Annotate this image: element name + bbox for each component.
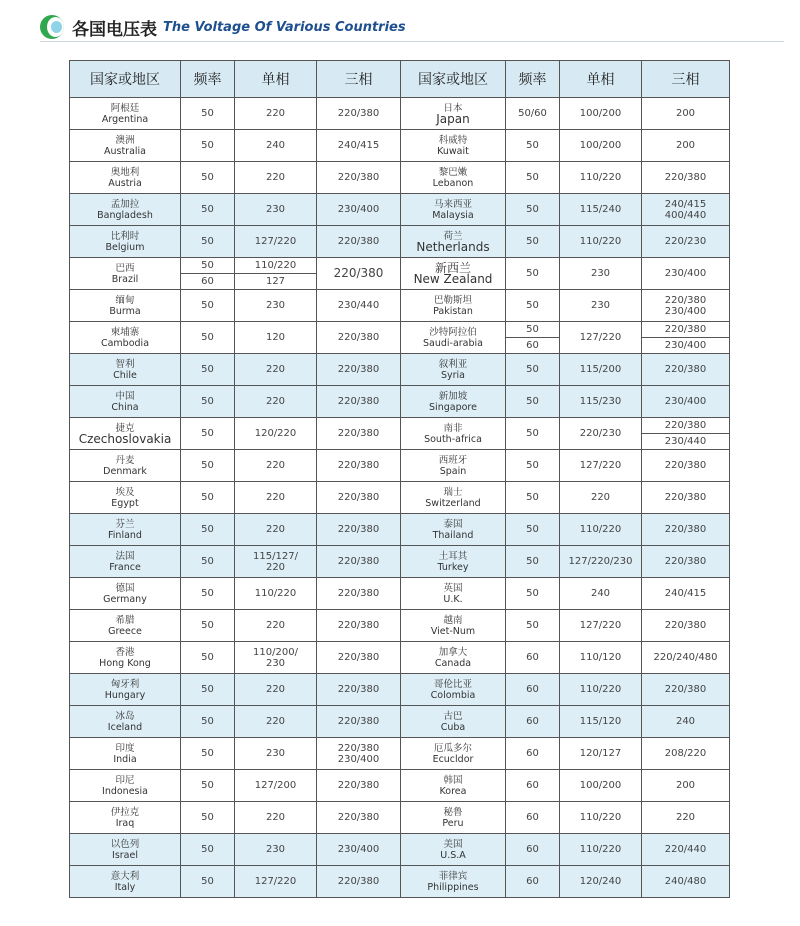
three-phase-cell: 220/380: [642, 674, 730, 706]
frequency-cell: 50: [506, 130, 560, 162]
single-phase-cell: 230: [235, 290, 317, 322]
title-chinese: 各国电压表: [72, 19, 157, 40]
column-header: 频率: [181, 61, 235, 98]
frequency-cell: 50: [506, 226, 560, 258]
table-row: [70, 162, 730, 194]
three-phase-cell: 220/380 230/400: [317, 738, 401, 770]
country-cell: 冰岛 Iceland: [70, 706, 181, 738]
frequency-cell: 50: [181, 322, 235, 354]
single-phase-cell: 110/220: [235, 258, 317, 274]
column-header: 单相: [235, 61, 317, 98]
three-phase-cell: 220/380: [317, 514, 401, 546]
table-row: [70, 770, 730, 802]
country-cell: 西班牙 Spain: [401, 450, 506, 482]
three-phase-cell: 220/380: [317, 386, 401, 418]
country-cell: 中国 China: [70, 386, 181, 418]
single-phase-cell: 110/220: [560, 226, 642, 258]
frequency-cell: 60: [506, 338, 560, 354]
frequency-cell: 50: [181, 386, 235, 418]
frequency-cell: 50: [181, 194, 235, 226]
single-phase-cell: 240: [560, 578, 642, 610]
country-cell: 越南 Viet-Num: [401, 610, 506, 642]
three-phase-cell: 230/440: [642, 434, 730, 450]
three-phase-cell: 230/440: [317, 290, 401, 322]
single-phase-cell: 115/127/ 220: [235, 546, 317, 578]
country-cell: 新加坡 Singapore: [401, 386, 506, 418]
table-row: [70, 802, 730, 834]
single-phase-cell: 220: [235, 386, 317, 418]
three-phase-cell: 220/380: [317, 642, 401, 674]
three-phase-cell: 220/380: [317, 162, 401, 194]
single-phase-cell: 220: [235, 706, 317, 738]
three-phase-cell: 200: [642, 130, 730, 162]
single-phase-cell: 220: [235, 514, 317, 546]
table-row: [70, 322, 730, 338]
column-header: 单相: [560, 61, 642, 98]
three-phase-cell: 220/380: [642, 514, 730, 546]
column-header: 频率: [506, 61, 560, 98]
page-header: [40, 14, 406, 40]
frequency-cell: 50: [506, 450, 560, 482]
three-phase-cell: 240/415: [317, 130, 401, 162]
single-phase-cell: 230: [560, 290, 642, 322]
country-cell: 沙特阿拉伯 Saudi-arabia: [401, 322, 506, 354]
country-cell: 菲律宾 Philippines: [401, 866, 506, 898]
single-phase-cell: 220: [235, 162, 317, 194]
table-row: [70, 450, 730, 482]
frequency-cell: 50: [506, 354, 560, 386]
single-phase-cell: 100/200: [560, 98, 642, 130]
single-phase-cell: 127/220: [560, 322, 642, 354]
country-cell: 匈牙利 Hungary: [70, 674, 181, 706]
frequency-cell: 50: [181, 226, 235, 258]
single-phase-cell: 110/220: [560, 162, 642, 194]
column-header: 三相: [642, 61, 730, 98]
frequency-cell: 50: [181, 834, 235, 866]
frequency-cell: 50: [181, 290, 235, 322]
frequency-cell: 50: [181, 546, 235, 578]
country-cell: 日本 Japan: [401, 98, 506, 130]
three-phase-cell: 220/380: [642, 322, 730, 338]
three-phase-cell: 230/400: [317, 834, 401, 866]
single-phase-cell: 127: [235, 274, 317, 290]
frequency-cell: 50: [506, 514, 560, 546]
single-phase-cell: 230: [560, 258, 642, 290]
table-row: [70, 226, 730, 258]
country-cell: 土耳其 Turkey: [401, 546, 506, 578]
frequency-cell: 50: [181, 642, 235, 674]
table-row: [70, 194, 730, 226]
three-phase-cell: 220/380: [317, 866, 401, 898]
single-phase-cell: 220: [235, 610, 317, 642]
country-cell: 马来西亚 Malaysia: [401, 194, 506, 226]
country-cell: 孟加拉 Bangladesh: [70, 194, 181, 226]
frequency-cell: 50: [506, 418, 560, 450]
country-cell: 黎巴嫩 Lebanon: [401, 162, 506, 194]
single-phase-cell: 220: [235, 482, 317, 514]
frequency-cell: 50: [181, 354, 235, 386]
single-phase-cell: 230: [235, 194, 317, 226]
single-phase-cell: 110/120: [560, 642, 642, 674]
single-phase-cell: 220: [235, 98, 317, 130]
table-row: [70, 610, 730, 642]
country-cell: 阿根廷 Argentina: [70, 98, 181, 130]
country-cell: 奥地利 Austria: [70, 162, 181, 194]
three-phase-cell: 220/230: [642, 226, 730, 258]
table-row: [70, 866, 730, 898]
country-cell: 德国 Germany: [70, 578, 181, 610]
single-phase-cell: 115/240: [560, 194, 642, 226]
column-header: 国家或地区: [70, 61, 181, 98]
country-cell: 澳洲 Australia: [70, 130, 181, 162]
three-phase-cell: 220/380: [317, 802, 401, 834]
country-cell: 巴勒斯坦 Pakistan: [401, 290, 506, 322]
table-row: [70, 354, 730, 386]
table-row: [70, 130, 730, 162]
country-cell: 荷兰 Netherlands: [401, 226, 506, 258]
frequency-cell: 50: [181, 258, 235, 274]
table-header-row: [70, 61, 730, 98]
three-phase-cell: 230/400: [642, 386, 730, 418]
three-phase-cell: 230/400: [317, 194, 401, 226]
frequency-cell: 60: [506, 802, 560, 834]
three-phase-cell: 220/380: [642, 450, 730, 482]
single-phase-cell: 110/220: [560, 674, 642, 706]
single-phase-cell: 127/200: [235, 770, 317, 802]
country-cell: 英国 U.K.: [401, 578, 506, 610]
single-phase-cell: 110/200/ 230: [235, 642, 317, 674]
country-cell: 意大利 Italy: [70, 866, 181, 898]
frequency-cell: 50: [181, 514, 235, 546]
country-cell: 新西兰 New Zealand: [401, 258, 506, 290]
frequency-cell: 50: [506, 386, 560, 418]
column-header: 国家或地区: [401, 61, 506, 98]
country-cell: 伊拉克 Iraq: [70, 802, 181, 834]
three-phase-cell: 220/380: [642, 354, 730, 386]
three-phase-cell: 230/400: [642, 258, 730, 290]
frequency-cell: 50: [181, 738, 235, 770]
table-row: [70, 290, 730, 322]
single-phase-cell: 127/220/230: [560, 546, 642, 578]
single-phase-cell: 100/200: [560, 130, 642, 162]
table-row: [70, 834, 730, 866]
three-phase-cell: 220/380: [317, 770, 401, 802]
three-phase-cell: 220/380: [317, 418, 401, 450]
three-phase-cell: 220/380 230/400: [642, 290, 730, 322]
single-phase-cell: 115/230: [560, 386, 642, 418]
single-phase-cell: 127/220: [560, 610, 642, 642]
three-phase-cell: 220/380: [317, 258, 401, 290]
single-phase-cell: 220/230: [560, 418, 642, 450]
three-phase-cell: 220/240/480: [642, 642, 730, 674]
three-phase-cell: 220/380: [642, 482, 730, 514]
frequency-cell: 60: [181, 274, 235, 290]
single-phase-cell: 127/220: [235, 226, 317, 258]
frequency-cell: 50: [506, 482, 560, 514]
frequency-cell: 50: [506, 162, 560, 194]
country-cell: 捷克 Czechoslovakia: [70, 418, 181, 450]
table-row: [70, 546, 730, 578]
frequency-cell: 50: [181, 770, 235, 802]
table-row: [70, 706, 730, 738]
three-phase-cell: 230/400: [642, 338, 730, 354]
table-row: [70, 642, 730, 674]
country-cell: 加拿大 Canada: [401, 642, 506, 674]
three-phase-cell: 220/380: [317, 578, 401, 610]
frequency-cell: 50: [181, 450, 235, 482]
country-cell: 缅甸 Burma: [70, 290, 181, 322]
frequency-cell: 60: [506, 706, 560, 738]
three-phase-cell: 220/380: [317, 610, 401, 642]
frequency-cell: 50/60: [506, 98, 560, 130]
frequency-cell: 50: [506, 578, 560, 610]
table-row: [70, 258, 730, 274]
frequency-cell: 60: [506, 770, 560, 802]
three-phase-cell: 200: [642, 770, 730, 802]
single-phase-cell: 120: [235, 322, 317, 354]
country-cell: 秘鲁 Peru: [401, 802, 506, 834]
three-phase-cell: 200: [642, 98, 730, 130]
voltage-table: [69, 60, 730, 898]
frequency-cell: 50: [181, 578, 235, 610]
header-divider: [40, 41, 784, 42]
three-phase-cell: 220/380: [642, 610, 730, 642]
table-row: [70, 674, 730, 706]
country-cell: 香港 Hong Kong: [70, 642, 181, 674]
three-phase-cell: 220/380: [642, 418, 730, 434]
frequency-cell: 60: [506, 642, 560, 674]
country-cell: 泰国 Thailand: [401, 514, 506, 546]
three-phase-cell: 220: [642, 802, 730, 834]
country-cell: 希腊 Greece: [70, 610, 181, 642]
frequency-cell: 50: [181, 610, 235, 642]
table-row: [70, 738, 730, 770]
single-phase-cell: 220: [235, 802, 317, 834]
single-phase-cell: 127/220: [560, 450, 642, 482]
three-phase-cell: 220/380: [317, 98, 401, 130]
three-phase-cell: 240/415: [642, 578, 730, 610]
three-phase-cell: 220/380: [317, 706, 401, 738]
frequency-cell: 50: [181, 866, 235, 898]
country-cell: 科威特 Kuwait: [401, 130, 506, 162]
single-phase-cell: 230: [235, 834, 317, 866]
frequency-cell: 50: [506, 258, 560, 290]
table-row: [70, 98, 730, 130]
table-row: [70, 514, 730, 546]
logo-icon: [40, 15, 64, 39]
column-header: 三相: [317, 61, 401, 98]
country-cell: 芬兰 Finland: [70, 514, 181, 546]
frequency-cell: 50: [506, 322, 560, 338]
country-cell: 韩国 Korea: [401, 770, 506, 802]
frequency-cell: 60: [506, 834, 560, 866]
country-cell: 哥伦比亚 Colombia: [401, 674, 506, 706]
single-phase-cell: 220: [235, 450, 317, 482]
single-phase-cell: 110/220: [560, 834, 642, 866]
three-phase-cell: 240/480: [642, 866, 730, 898]
single-phase-cell: 220: [560, 482, 642, 514]
title-english: The Voltage Of Various Countries: [163, 19, 406, 35]
single-phase-cell: 115/200: [560, 354, 642, 386]
country-cell: 柬埔寨 Cambodia: [70, 322, 181, 354]
single-phase-cell: 120/220: [235, 418, 317, 450]
three-phase-cell: 220/380: [642, 162, 730, 194]
country-cell: 比利时 Belgium: [70, 226, 181, 258]
three-phase-cell: 220/380: [642, 546, 730, 578]
single-phase-cell: 120/127: [560, 738, 642, 770]
three-phase-cell: 220/380: [317, 354, 401, 386]
country-cell: 美国 U.S.A: [401, 834, 506, 866]
table-row: [70, 386, 730, 418]
single-phase-cell: 220: [235, 674, 317, 706]
frequency-cell: 50: [506, 290, 560, 322]
frequency-cell: 50: [181, 418, 235, 450]
country-cell: 智利 Chile: [70, 354, 181, 386]
country-cell: 南非 South-africa: [401, 418, 506, 450]
country-cell: 瑞士 Switzerland: [401, 482, 506, 514]
three-phase-cell: 220/380: [317, 322, 401, 354]
frequency-cell: 50: [181, 98, 235, 130]
frequency-cell: 50: [506, 194, 560, 226]
three-phase-cell: 220/380: [317, 546, 401, 578]
single-phase-cell: 220: [235, 354, 317, 386]
frequency-cell: 50: [181, 706, 235, 738]
three-phase-cell: 220/380: [317, 674, 401, 706]
three-phase-cell: 240/415 400/440: [642, 194, 730, 226]
single-phase-cell: 110/220: [560, 514, 642, 546]
country-cell: 厄瓜多尔 Ecucldor: [401, 738, 506, 770]
three-phase-cell: 240: [642, 706, 730, 738]
country-cell: 埃及 Egypt: [70, 482, 181, 514]
single-phase-cell: 240: [235, 130, 317, 162]
country-cell: 印度 India: [70, 738, 181, 770]
single-phase-cell: 230: [235, 738, 317, 770]
table-row: [70, 482, 730, 514]
frequency-cell: 60: [506, 674, 560, 706]
country-cell: 叙利亚 Syria: [401, 354, 506, 386]
three-phase-cell: 220/380: [317, 450, 401, 482]
frequency-cell: 50: [506, 610, 560, 642]
frequency-cell: 50: [181, 802, 235, 834]
single-phase-cell: 120/240: [560, 866, 642, 898]
frequency-cell: 50: [181, 482, 235, 514]
frequency-cell: 60: [506, 738, 560, 770]
country-cell: 印尼 Indonesia: [70, 770, 181, 802]
three-phase-cell: 220/380: [317, 482, 401, 514]
single-phase-cell: 110/220: [235, 578, 317, 610]
country-cell: 巴西 Brazil: [70, 258, 181, 290]
country-cell: 以色列 Israel: [70, 834, 181, 866]
three-phase-cell: 220/380: [317, 226, 401, 258]
three-phase-cell: 220/440: [642, 834, 730, 866]
frequency-cell: 50: [181, 674, 235, 706]
country-cell: 古巴 Cuba: [401, 706, 506, 738]
table-row: [70, 578, 730, 610]
single-phase-cell: 115/120: [560, 706, 642, 738]
frequency-cell: 60: [506, 866, 560, 898]
frequency-cell: 50: [181, 162, 235, 194]
three-phase-cell: 208/220: [642, 738, 730, 770]
frequency-cell: 50: [181, 130, 235, 162]
single-phase-cell: 110/220: [560, 802, 642, 834]
single-phase-cell: 127/220: [235, 866, 317, 898]
country-cell: 丹麦 Denmark: [70, 450, 181, 482]
frequency-cell: 50: [506, 546, 560, 578]
table-row: [70, 418, 730, 434]
single-phase-cell: 100/200: [560, 770, 642, 802]
country-cell: 法国 France: [70, 546, 181, 578]
